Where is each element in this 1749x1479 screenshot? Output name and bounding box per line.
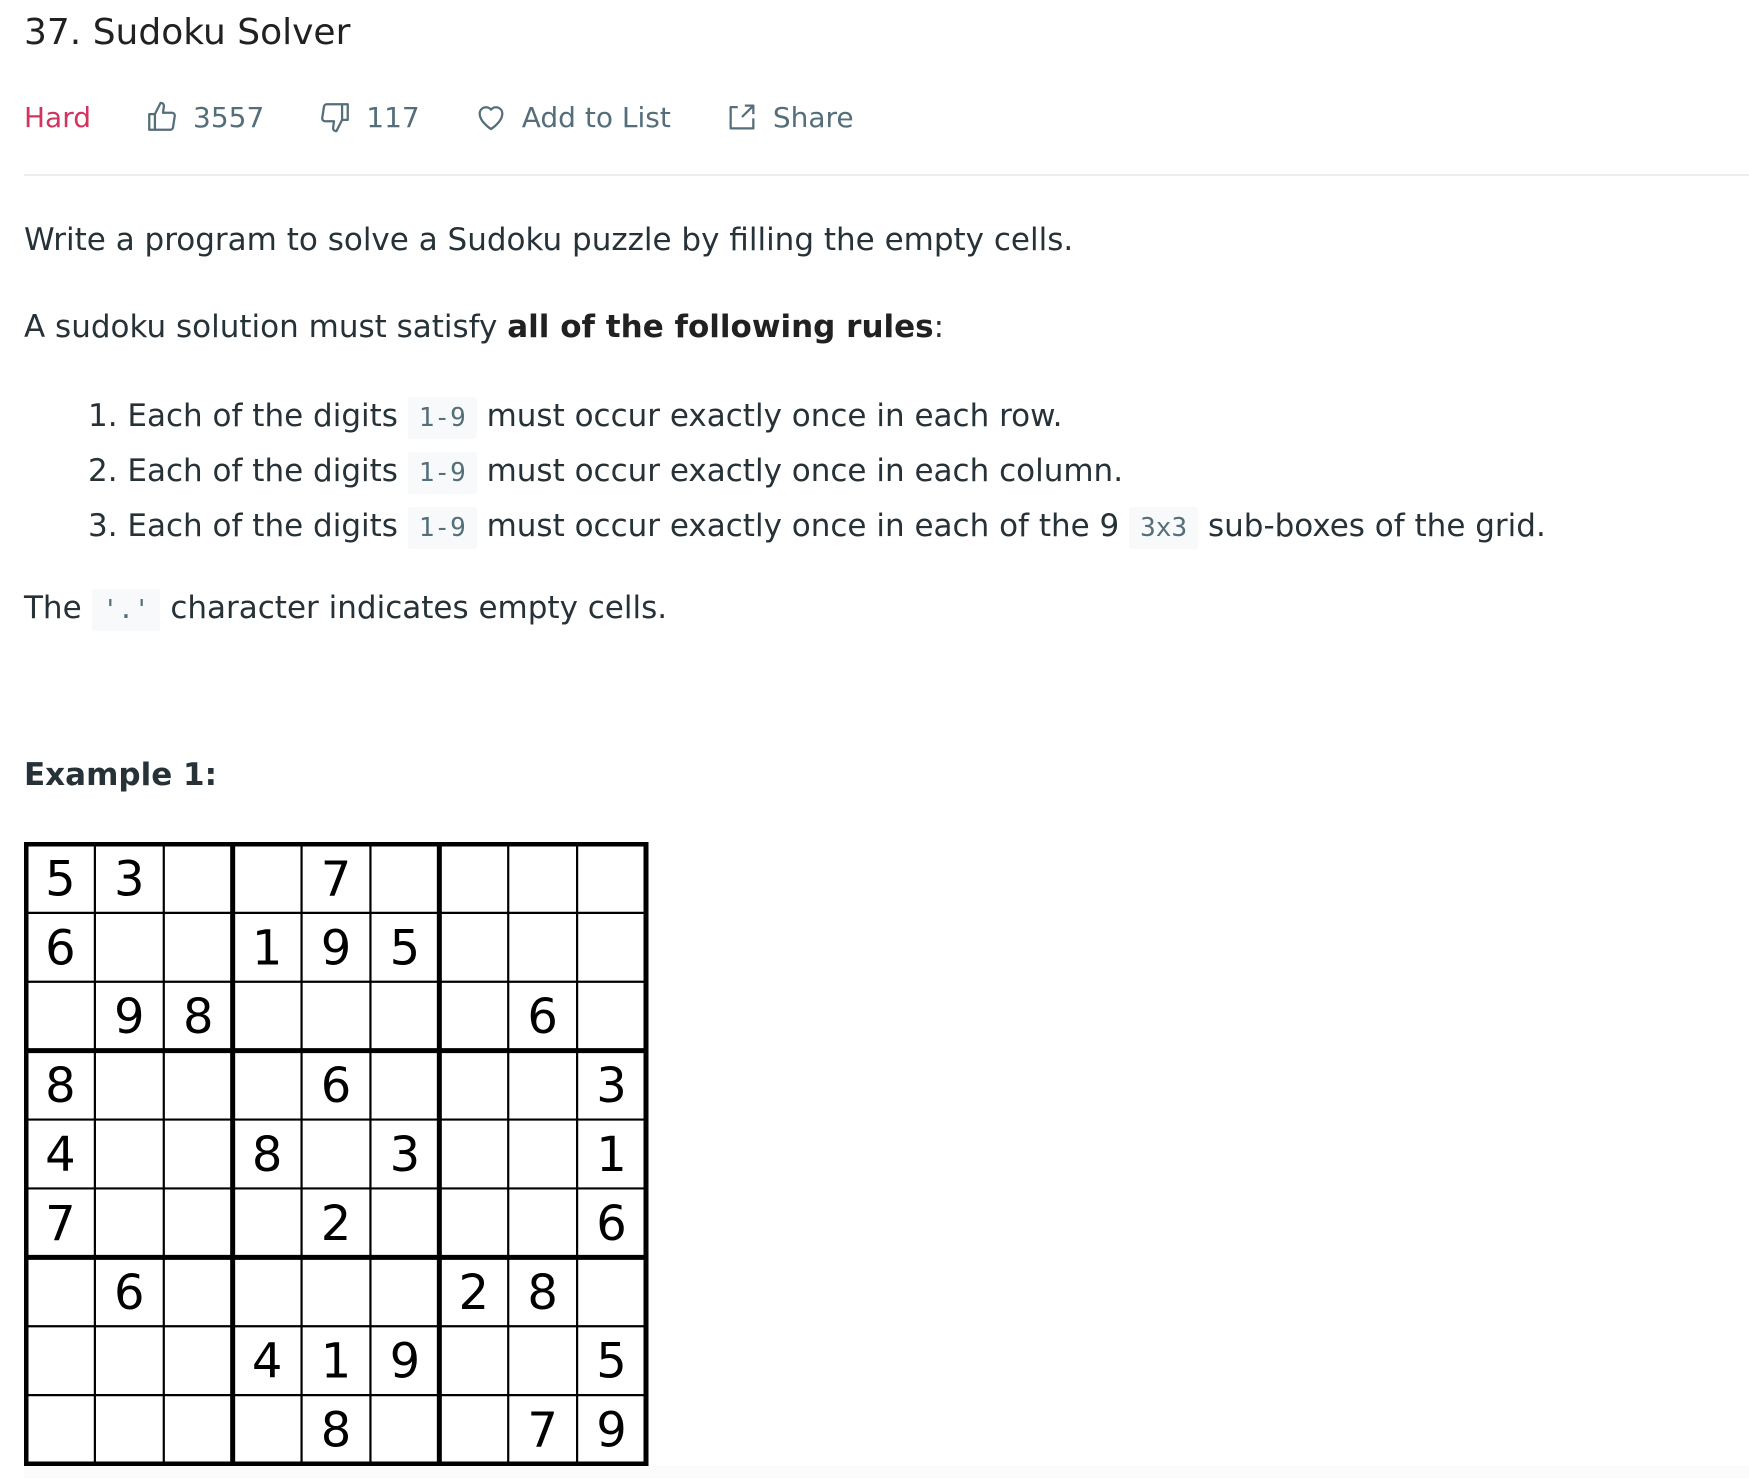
sudoku-cell-digit: 5 [596, 1333, 627, 1390]
sudoku-board-image [24, 842, 650, 1466]
sudoku-cell-digit: 6 [45, 920, 76, 977]
like-button[interactable] [145, 100, 264, 134]
sudoku-cell-digit: 1 [320, 1333, 352, 1390]
problem-meta-bar [24, 95, 908, 139]
sudoku-cell-digit: 9 [320, 920, 352, 977]
sudoku-cell-digit: 5 [45, 851, 76, 908]
sudoku-cell-digit: 9 [389, 1333, 421, 1390]
difficulty-badge: Hard [24, 100, 92, 134]
sudoku-cell-digit: 6 [320, 1058, 352, 1115]
rules-intro-prefix: A sudoku solution must satisfy [24, 309, 508, 345]
sudoku-cell-digit: 1 [596, 1127, 627, 1183]
sudoku-cell-digit: 6 [527, 989, 558, 1046]
share-label: Share [772, 100, 854, 134]
thumbs-up-icon [145, 100, 179, 134]
sudoku-cell-digit: 4 [251, 1333, 283, 1390]
sudoku-cell-digit: 6 [596, 1195, 627, 1252]
inline-code: 1-9 [408, 507, 477, 549]
sudoku-cell-digit: 4 [45, 1127, 76, 1183]
empty-cell-note: The '.' character indicates empty cells. [24, 586, 667, 632]
rule-item: 1. Each of the digits 1-9 must occur exactly once in each row. [88, 390, 1546, 445]
sudoku-cell-digit: 8 [320, 1402, 352, 1459]
add-to-list-label: Add to List [521, 100, 671, 134]
page-title: 37. Sudoku Solver [24, 12, 351, 53]
share-button[interactable] [725, 100, 854, 134]
example-title: Example 1: [24, 757, 217, 793]
sudoku-cell-digit: 7 [320, 851, 352, 908]
sudoku-cell-digit: 8 [251, 1127, 283, 1183]
description-rules-intro [24, 305, 944, 349]
sudoku-cell-digit: 7 [527, 1402, 558, 1459]
rules-list [88, 390, 1546, 555]
sudoku-cell-digit: 7 [45, 1195, 76, 1252]
sudoku-cell-digit: 5 [389, 920, 421, 977]
dislike-count: 117 [366, 100, 420, 134]
bottom-divider [24, 1466, 1749, 1478]
rules-intro-bold: all of the following rules [507, 309, 934, 345]
sudoku-cell-digit: 8 [527, 1264, 558, 1321]
add-to-list-button[interactable] [474, 100, 671, 134]
inline-code: '.' [92, 589, 161, 631]
rules-intro-suffix: : [933, 309, 945, 345]
dislike-button[interactable] [318, 100, 419, 134]
sudoku-cell-digit: 8 [182, 989, 214, 1046]
inline-code: 1-9 [408, 397, 477, 439]
sudoku-cell-digit: 2 [458, 1264, 490, 1321]
sudoku-cell-digit: 9 [596, 1402, 627, 1459]
sudoku-cell-digit: 1 [251, 920, 283, 977]
like-count: 3557 [193, 100, 265, 134]
rule-item: 2. Each of the digits 1-9 must occur exactly once in each column. [88, 445, 1546, 500]
divider [24, 174, 1749, 176]
sudoku-cell-digit: 3 [596, 1058, 627, 1115]
rule-item: 3. Each of the digits 1-9 must occur exactly once in each of the 9 3x3 sub-boxes of the grid. [88, 500, 1546, 555]
share-icon [725, 100, 759, 134]
thumbs-down-icon [318, 100, 352, 134]
sudoku-cell-digit: 2 [320, 1195, 352, 1252]
sudoku-cell-digit: 8 [45, 1058, 76, 1115]
sudoku-cell-digit: 3 [389, 1127, 421, 1183]
description-intro: Write a program to solve a Sudoku puzzle by filling the empty cells. [24, 222, 1074, 258]
sudoku-cell-digit: 9 [114, 989, 145, 1046]
inline-code: 1-9 [408, 452, 477, 494]
sudoku-board [24, 842, 650, 1466]
sudoku-cell-digit: 6 [114, 1264, 145, 1321]
inline-code: 3x3 [1129, 507, 1198, 549]
sudoku-cell-digit: 3 [114, 851, 145, 908]
heart-icon [474, 100, 508, 134]
